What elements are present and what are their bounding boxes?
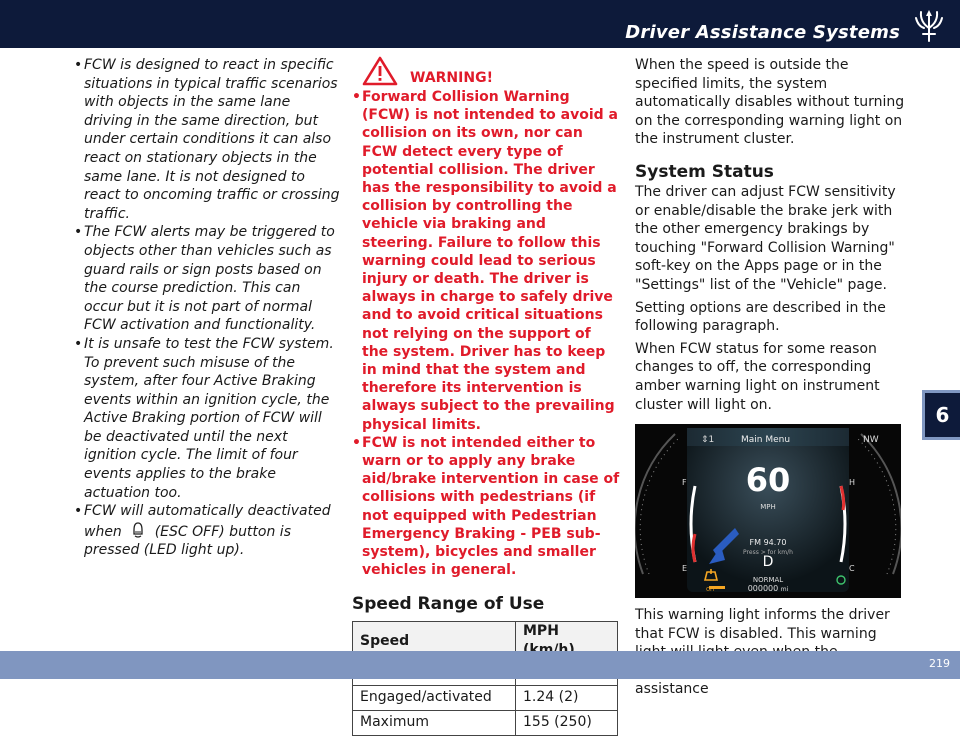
warning-item-2: • FCW is not intended either to warn or to apply any brake aid/brake intervention in case of collisions with pedestrians (if not equipped with Pedestrian Emergency Braking - PEB sub-system), bicycles and smaller vehicles in general.	[352, 434, 620, 580]
status-paragraph-1: The driver can adjust FCW sensitivity or enable/disable the brake jerk with the other emergency brakings by touching "Forward Collision Warning" soft-key on the Apps page or in the "Settings" list of the "Vehicle" page.	[635, 183, 896, 293]
table-row	[353, 685, 618, 710]
warning-triangle-icon	[362, 56, 398, 86]
system-status-heading: System Status	[635, 161, 774, 182]
fcw-off-warning-light-icon	[703, 568, 719, 593]
column-1	[74, 56, 342, 560]
cluster-speed-unit: MPH	[760, 503, 776, 512]
temp-cold-label: C	[849, 564, 855, 574]
cluster-mode: NORMAL	[752, 576, 784, 585]
warning-heading	[362, 56, 620, 86]
temp-hot-label: H	[849, 478, 856, 488]
cluster-radio: FM 94.70	[749, 538, 787, 548]
table-cell: 155 (250)	[516, 710, 618, 735]
fcw-note-4	[74, 502, 342, 560]
trident-icon	[912, 8, 946, 44]
chapter-tab[interactable]: 6	[922, 390, 960, 440]
odometer-value: 000000	[747, 584, 779, 594]
cluster-heading: NW	[863, 435, 879, 446]
status-paragraph-2: Setting options are described in the following paragraph.	[635, 299, 886, 335]
fcw-note-4-before: FCW will automatically deactivated when	[84, 503, 331, 540]
warning-list	[352, 88, 620, 579]
speed-range-heading: Speed Range of Use	[352, 594, 545, 615]
cluster-odometer	[635, 580, 901, 598]
cluster-radio-hint: Press > for km/h	[743, 549, 793, 557]
fuel-full-label: F	[682, 478, 687, 488]
table-cell: 1.24 (2)	[516, 685, 618, 710]
fcw-off-label: OFF	[706, 586, 716, 593]
warning-item-1: • Forward Collision Warning (FCW) is not intended to avoid a collision on its own, nor can FCW detect every type of potential collision. The driver has the responsibility to avoid a collision by controlling the vehicle via braking and steering. Failure to follow this warning could lead to serious injury or death. The driver is always in charge to safely drive and to avoid critical situations not relying on the support of the system. Driver has to keep in mind that the system and therefore its intervention is always subject to the prevailing physical limits.	[352, 88, 620, 434]
table-cell: Maximum	[353, 710, 516, 735]
cluster-speed: 60	[745, 461, 791, 500]
cluster-gear-indicator: ⇕1	[701, 435, 715, 446]
warning-title: WARNING!	[410, 70, 493, 87]
fcw-note-2: • The FCW alerts may be triggered to objects other than vehicles such as guard rails or sign posts based on the course prediction. This can occur but it is not part of normal FCW activation and functionality.	[74, 223, 342, 335]
esc-off-icon	[130, 521, 146, 539]
page-header	[0, 0, 960, 48]
cluster-gear: D	[762, 554, 774, 571]
column-2	[352, 56, 620, 736]
column-3	[635, 56, 905, 703]
warning-light-paragraph: This warning light informs the driver that FCW is disabled. This warning assistance	[635, 607, 890, 698]
fcw-note-1: • FCW is designed to react in specific situations in typical traffic scenarios with objects in the same lane driving in the same direction, but under certain conditions it can also react on stationary objects in the same lane. It is not designed to react to oncoming traffic or crossing traffic.	[74, 56, 342, 223]
instrument-cluster-image	[635, 424, 901, 598]
fuel-empty-label: E	[682, 564, 688, 574]
page-number: 219	[929, 657, 950, 670]
cluster-menu-title: Main Menu	[741, 435, 791, 446]
table-header: MPH	[516, 622, 618, 660]
fcw-note-4-after: (ESC OFF) button is pressed (LED light up).	[84, 523, 291, 559]
status-paragraph-3: When FCW status for some reason changes to off, the corresponding amber warning light on instrument cluster will light on.	[635, 340, 880, 413]
table-cell: Engaged/activated	[353, 685, 516, 710]
odometer-unit: mi	[780, 586, 789, 594]
page-footer	[0, 651, 960, 679]
speed-limit-paragraph: When the speed is outside the specified limits, the system automatically disables without turning on the corresponding warning light on the instrument cluster.	[635, 57, 905, 148]
fcw-note-3: • It is unsafe to test the FCW system. To prevent such misuse of the system, after four Active Braking events within an ignition cycle, the Active Braking portion of FCW will be deactivated until the next ignition cycle. The limit of four events applies to the brake actuation too.	[74, 335, 342, 502]
table-header: Speed	[353, 622, 516, 660]
table-row	[353, 710, 618, 735]
header-title: Driver Assistance Systems	[625, 22, 900, 43]
